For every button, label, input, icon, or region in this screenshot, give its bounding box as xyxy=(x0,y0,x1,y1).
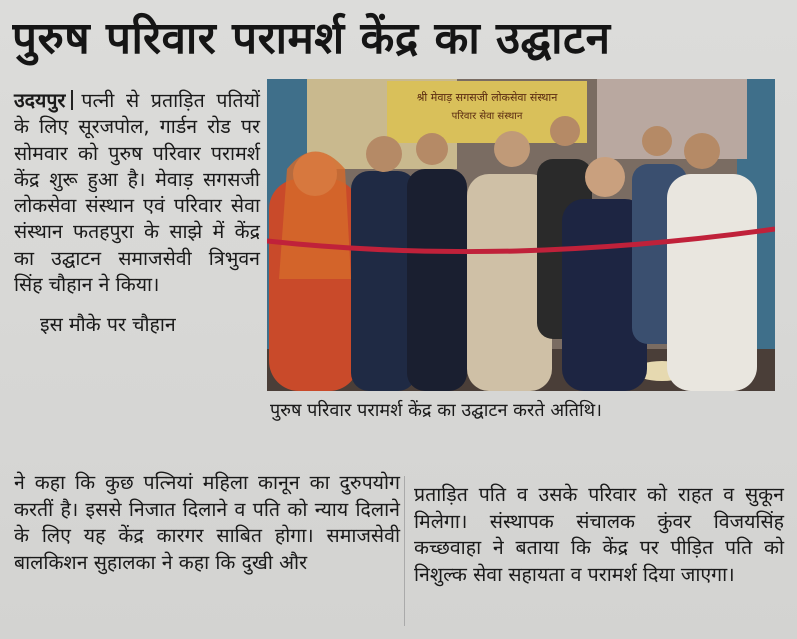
paragraph-1 xyxy=(14,88,260,298)
news-photo xyxy=(267,79,775,391)
column-divider xyxy=(404,476,405,626)
paragraph-1-text: पत्नी से प्रताड़ित पतियों के लिए सूरजपोल, गार्डन रोड पर सोमवार को पुरुष परिवार परामर्श केंद्र शुरू हुआ है। मेवाड़ सगसजी लोकसेवा संस्थान एवं परिवार सेवा संस्थान फतहपुरा के साझे में केंद्र का उद्घाटन समाजसेवी त्रिभुवन सिंह चौहान ने किया। xyxy=(14,89,260,297)
article-column-bottom-right: प्रताड़ित पति व उसके परिवार को राहत व सुकून मिलेगा। संस्थापक संचालक कुंवर विजयसिंह कच्छवाहा ने बताया कि केंद्र पर पीड़ित पति को निशुल्क सेवा सहायता व परामर्श दिया जाएगा। xyxy=(414,483,784,586)
article-column-left xyxy=(14,88,260,339)
photo-caption: पुरुष परिवार परामर्श केंद्र का उद्घाटन करते अतिथि। xyxy=(270,400,602,421)
paragraph-2-start: इस मौके पर चौहान xyxy=(40,313,176,337)
article-column-bottom-left: ने कहा कि कुछ पत्नियां महिला कानून का दुरुपयोग करतीं है। इससे निजात दिलाने व पति को न्याय दिलाने के लिए यह केंद्र कारगर साबित होगा। समाजसेवी बालकिशन सुहालका ने कहा कि दुखी और xyxy=(14,471,400,574)
banner-line-1: श्री मेवाड़ सगसजी लोकसेवा संस्थान xyxy=(416,91,558,104)
dateline-separator xyxy=(71,90,73,110)
dateline: उदयपुर xyxy=(14,89,66,112)
headline: पुरुष परिवार परामर्श केंद्र का उद्घाटन xyxy=(12,13,611,64)
banner-line-2: परिवार सेवा संस्थान xyxy=(451,111,523,122)
